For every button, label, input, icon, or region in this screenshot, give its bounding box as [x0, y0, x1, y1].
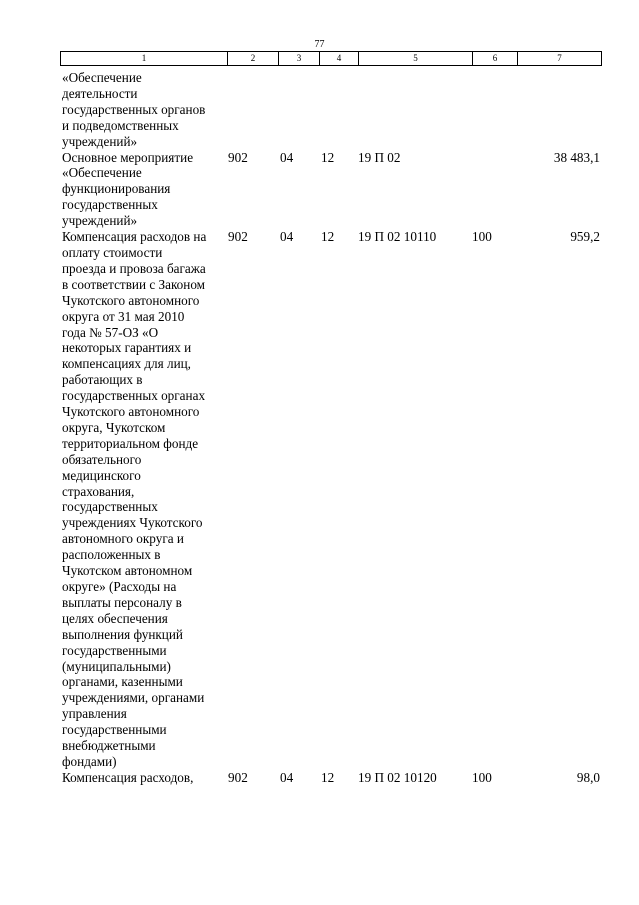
- column-number-6: 6: [473, 52, 518, 66]
- row-target-code: 19 П 02 10120: [358, 769, 437, 785]
- row-section: 04: [280, 149, 294, 165]
- row-sum: 959,2: [570, 229, 600, 245]
- row-name: Компенсация расходов на оплату стоимости проезда и провоза багажа в соответствии с Законом Чукотского автономного округа от 31 мая 2010 года № 57-ОЗ «О некоторых гарантиях и компенсациях для лиц, работающих в государственных органах Чукотского автономного округа, Чукотском территориальном фонде обязательного медицинского страхования, государственных учреждениях Чукотского автономного округа и расположенных в Чукотском автономном округе» (Расходы на выплаты персоналу в целях обеспечения выполнения функций государственными (муниципальными) органами, казенными учреждениями, органами управления государственными внебюджетными фондами): [62, 229, 207, 769]
- row-name: Основное мероприятие «Обеспечение функционирования государственных учреждений»: [62, 149, 194, 229]
- row-subsection: 12: [321, 229, 335, 245]
- table-row: [62, 770, 601, 786]
- row-sum: 98,0: [576, 769, 600, 785]
- table-row: [62, 229, 601, 770]
- row-admin-code: 902: [228, 149, 248, 165]
- row-expense-type: 100: [472, 769, 492, 785]
- column-number-3: 3: [279, 52, 320, 66]
- row-subsection: 12: [321, 769, 335, 785]
- row-subsection: 12: [321, 149, 335, 165]
- row-name: «Обеспечение деятельности государственных органов и подведомственных учреждений»: [62, 70, 206, 149]
- budget-table-body: [62, 70, 601, 786]
- column-number-7: 7: [518, 52, 602, 66]
- column-number-1: 1: [61, 52, 228, 66]
- column-number-4: 4: [320, 52, 359, 66]
- table-row: [62, 70, 601, 150]
- row-section: 04: [280, 229, 294, 245]
- row-admin-code: 902: [228, 769, 248, 785]
- row-target-code: 19 П 02: [358, 149, 401, 165]
- row-section: 04: [280, 769, 294, 785]
- column-number-2: 2: [228, 52, 279, 66]
- row-expense-type: 100: [472, 229, 492, 245]
- table-row: [62, 150, 601, 230]
- column-number-header: [60, 51, 602, 66]
- row-sum: 38 483,1: [553, 149, 600, 165]
- row-admin-code: 902: [228, 229, 248, 245]
- column-number-5: 5: [359, 52, 473, 66]
- row-target-code: 19 П 02 10110: [358, 229, 437, 245]
- row-name: Компенсация расходов,: [62, 769, 194, 785]
- page-number: 77: [314, 39, 325, 50]
